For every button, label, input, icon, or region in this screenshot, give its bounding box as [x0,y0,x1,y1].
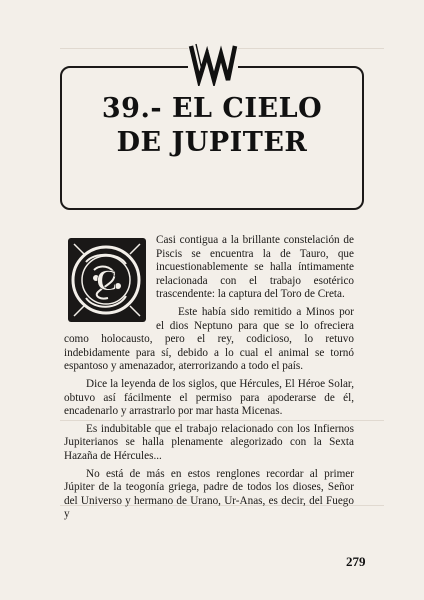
paragraph: Casi contigua a la brillante constelación de Piscis se encuentra la de Tauro, que incuestionablemente se halla íntimamente relacionada con el trabajo esotérico trascendente: la captura del Toro de Creta. [156,234,354,301]
paragraph: Este había sido remitido a Minos por el dios Neptuno para que se lo ofreciera como holocausto, pero el rey, codicioso, lo retuvo indebidamente para sí, debido a lo cual el animal se tornó espantoso y amenazador, aterrorizando a todo el país. [64,305,354,373]
paragraph: Es indubitable que el trabajo relacionado con los Infiernos Jupiterianos se halla plenamente alegorizado con la Sexta Hazaña de Hércules... [64,422,354,462]
chapter-title-line-1: 39.- EL CIELO [101,93,323,124]
drop-cap-letter: C [96,264,118,297]
chapter-title [60,92,364,160]
page-number: 279 [346,554,366,569]
chapter-body [64,234,354,526]
ornamental-drop-cap-icon [64,234,150,326]
paragraph: No está de más en estos renglones recordar al primer Júpiter de la teogonía griega, padre de todos los dioses, Señor del Universo y hermano de Urano, Ur-Anas, es decir, del Fuego y [64,467,354,521]
paragraph: Dice la leyenda de los siglos, que Hércules, El Héroe Solar, obtuvo así fácilmente el permiso para apoderarse de él, encadenarlo y arrastrarlo por mar hasta Micenas. [64,377,354,418]
chapter-emblem-ornament [188,40,238,86]
chapter-title-line-2: DE JUPITER [116,127,308,158]
